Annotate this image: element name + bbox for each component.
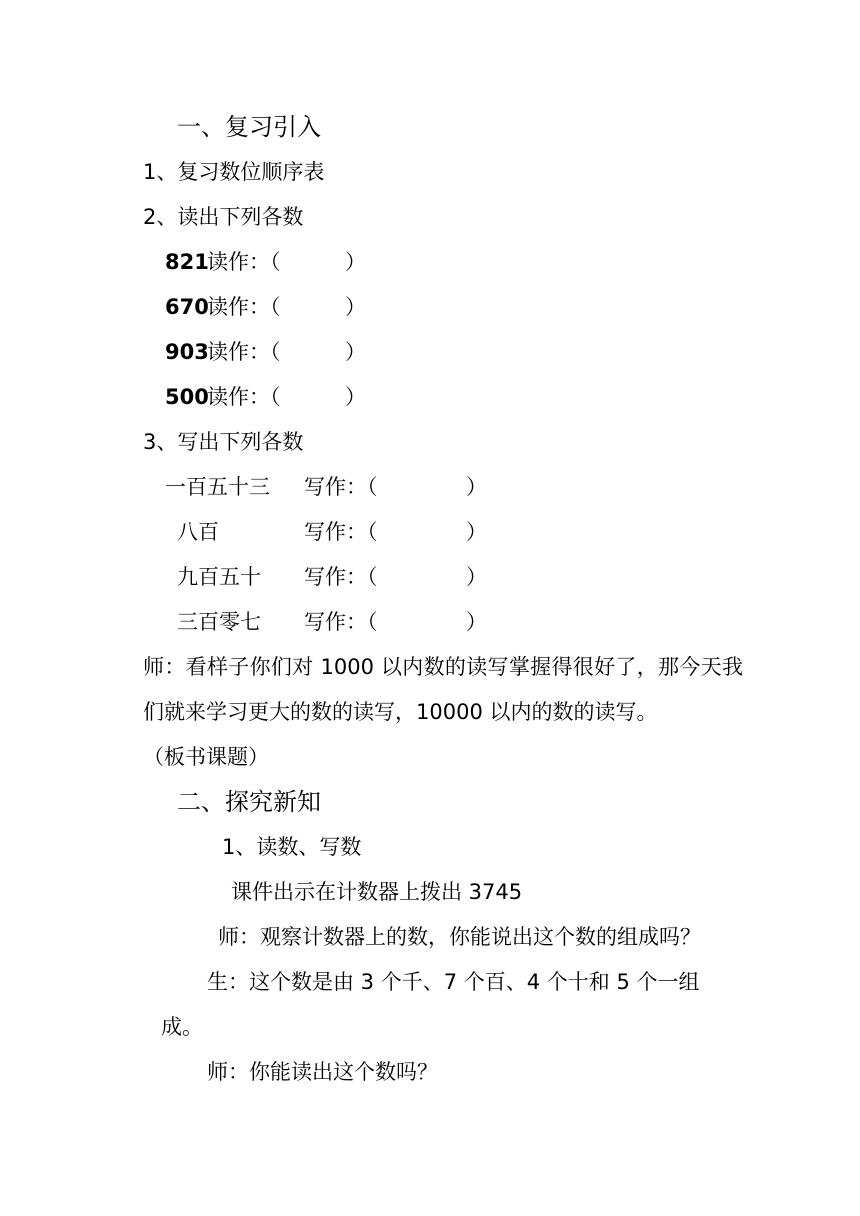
read-number: 821 [165,250,209,274]
teacher-question: 师：观察计数器上的数，你能说出这个数的组成吗？ [218,925,701,949]
write-label: 写作：（ [304,475,378,499]
teacher-question2: 师：你能读出这个数吗？ [207,1060,438,1084]
item-write-numbers: 3、写出下列各数 [143,430,304,454]
read-close: ） [345,340,366,364]
section1-title: 一、复习引入 [177,113,321,141]
read-close: ） [345,250,366,274]
read-close: ） [345,385,366,409]
courseware-note: 课件出示在计数器上拨出 3745 [231,880,523,904]
write-close: ） [466,475,487,499]
student-answer-line2: 成。 [161,1015,203,1039]
board-note: （板书课题） [143,745,269,769]
teacher-paragraph: 师：看样子你们对 1000 以内数的读写掌握得很好了，那今天我们就来学习更大的数的读写，10000 以内的数的读写。 [143,655,743,724]
write-label: 写作：（ [304,520,378,544]
write-words: 九百五十 [177,565,261,589]
write-words: 三百零七 [177,610,261,634]
write-label: 写作：（ [304,565,378,589]
write-words: 一百五十三 [165,475,270,499]
write-close: ） [466,610,487,634]
write-words: 八百 [177,520,219,544]
sub-read-write: 1、读数、写数 [222,835,362,859]
write-close: ） [466,565,487,589]
write-close: ） [466,520,487,544]
read-number: 903 [165,340,209,364]
read-number: 670 [165,295,209,319]
read-label: 读作：（ [207,340,281,364]
item-review-place-value: 1、复习数位顺序表 [143,160,325,184]
read-label: 读作：（ [207,385,281,409]
section2-title: 二、探究新知 [177,788,321,816]
write-label: 写作：（ [304,610,378,634]
student-answer-line1: 生：这个数是由 3 个千、7 个百、4 个十和 5 个一组 [207,970,700,994]
read-close: ） [345,295,366,319]
read-number: 500 [165,385,209,409]
item-read-numbers: 2、读出下列各数 [143,205,304,229]
read-label: 读作：（ [207,250,281,274]
read-label: 读作：（ [207,295,281,319]
